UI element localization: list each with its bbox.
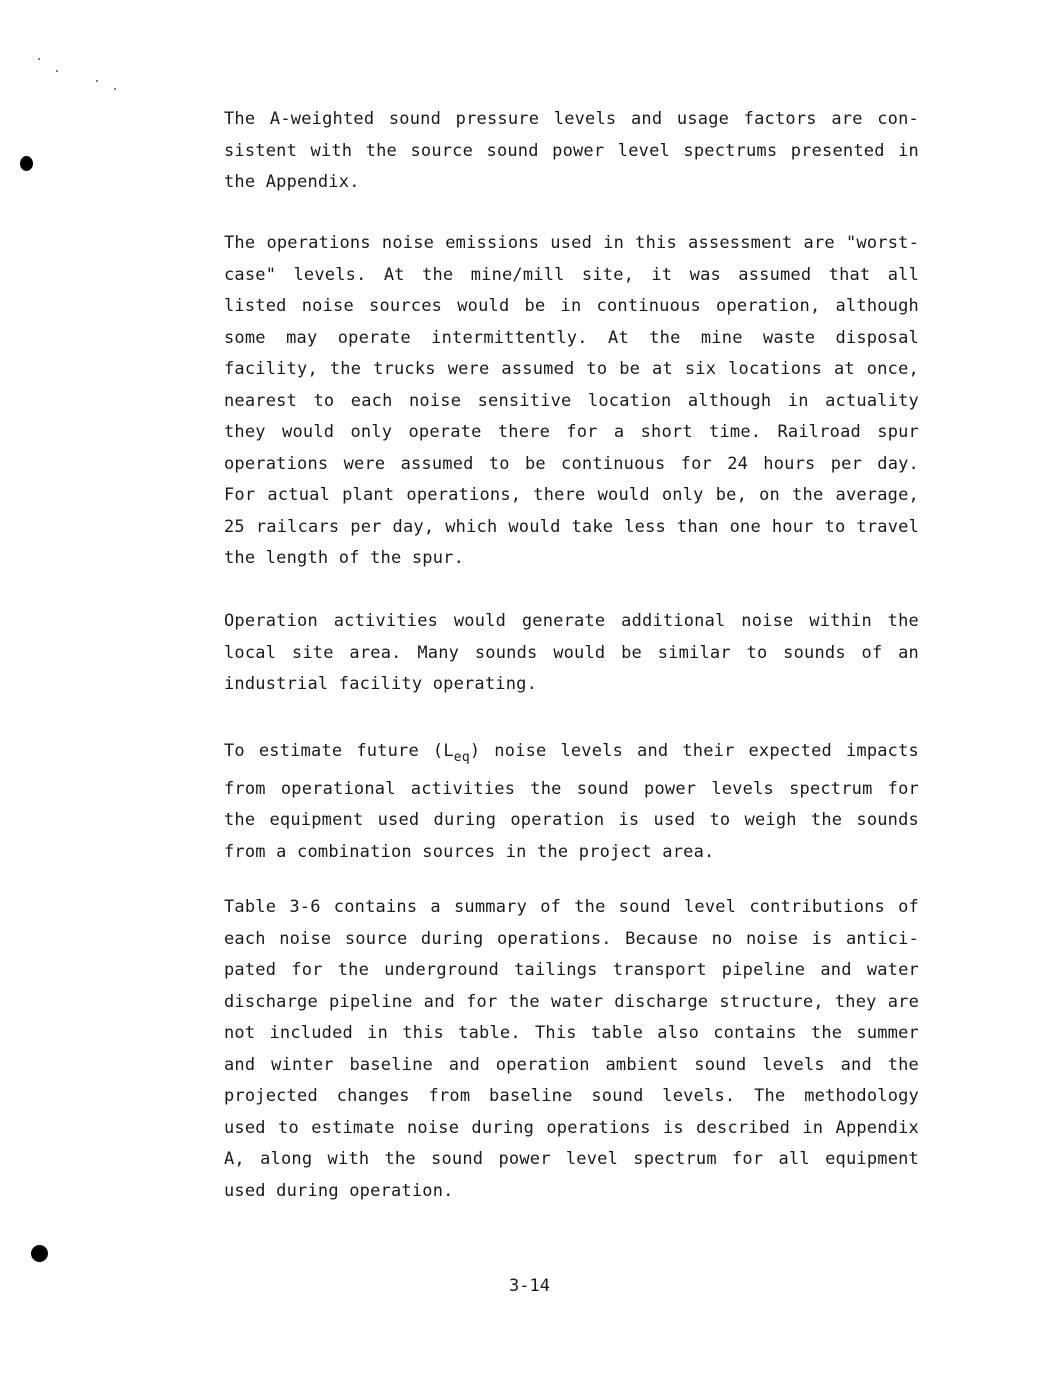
text-line: the equipment used during operation is used to weigh the sounds xyxy=(224,810,919,830)
text-line: industrial facility operating. xyxy=(224,674,538,694)
text-line: case" levels. At the mine/mill site, it was assumed that all xyxy=(224,264,919,285)
text-line: sistent with the source sound power level spectrums presented in xyxy=(224,140,919,161)
text-line: nearest to each noise sensitive location although in actuality xyxy=(224,390,919,411)
paragraph xyxy=(224,228,919,575)
hole-punch-mark xyxy=(31,1245,48,1262)
text-line: from operational activities the sound power levels spectrum for xyxy=(224,778,919,799)
text-line: pated for the underground tailings transport pipeline and water xyxy=(224,960,919,980)
text-line: each noise source during operations. Because no noise is antici- xyxy=(224,928,919,949)
text-line: used during operation. xyxy=(224,1180,454,1201)
text-line: Operation activities would generate additional noise within the xyxy=(224,611,919,631)
subscript: eq xyxy=(453,750,470,765)
text-line: The A-weighted sound pressure levels and usage factors are con- xyxy=(224,109,919,129)
scan-speck xyxy=(38,58,40,60)
text-line: local site area. Many sounds would be similar to sounds of an xyxy=(224,642,919,663)
text-line: the length of the spur. xyxy=(224,548,465,568)
text-line: operations were assumed to be continuous for 24 hours per day. xyxy=(224,453,919,474)
text-line: A, along with the sound power level spectrum for all equipment xyxy=(224,1149,919,1169)
text-line: For actual plant operations, there would only be, on the average, xyxy=(224,485,919,505)
text-fragment: To estimate future (L xyxy=(224,741,454,761)
scan-speck xyxy=(56,70,58,72)
paragraph xyxy=(224,736,919,868)
text-line: discharge pipeline and for the water discharge structure, they are xyxy=(224,991,919,1012)
text-line: listed noise sources would be in continuous operation, although xyxy=(224,296,919,316)
page-number-label: 3-14 xyxy=(509,1276,550,1296)
hole-punch-mark xyxy=(20,156,33,171)
text-line: facility, the trucks were assumed to be at six locations at once, xyxy=(224,359,919,379)
text-line: projected changes from baseline sound levels. The methodology xyxy=(224,1086,919,1106)
text-line: 25 railcars per day, which would take less than one hour to travel xyxy=(224,516,919,537)
text-line: they would only operate there for a short time. Railroad spur xyxy=(224,422,919,442)
paragraph xyxy=(224,606,919,701)
text-line: and winter baseline and operation ambient sound levels and the xyxy=(224,1054,919,1075)
text-line xyxy=(224,736,919,774)
text-line: Table 3-6 contains a summary of the sound level contributions of xyxy=(224,897,919,917)
scan-speck xyxy=(114,88,116,90)
paragraph xyxy=(224,892,919,1207)
text-line: used to estimate noise during operations is described in Appendix xyxy=(224,1117,919,1138)
text-line: the Appendix. xyxy=(224,172,360,192)
text-fragment: ) noise levels and their expected impacts xyxy=(469,741,919,761)
page-number xyxy=(0,1276,1059,1296)
text-line: not included in this table. This table also contains the summer xyxy=(224,1023,919,1043)
paragraph xyxy=(224,104,919,199)
scan-speck xyxy=(96,80,98,82)
text-line: from a combination sources in the project area. xyxy=(224,841,715,862)
text-line: some may operate intermittently. At the mine waste disposal xyxy=(224,327,919,348)
text-line: The operations noise emissions used in this assessment are "worst- xyxy=(224,233,919,253)
